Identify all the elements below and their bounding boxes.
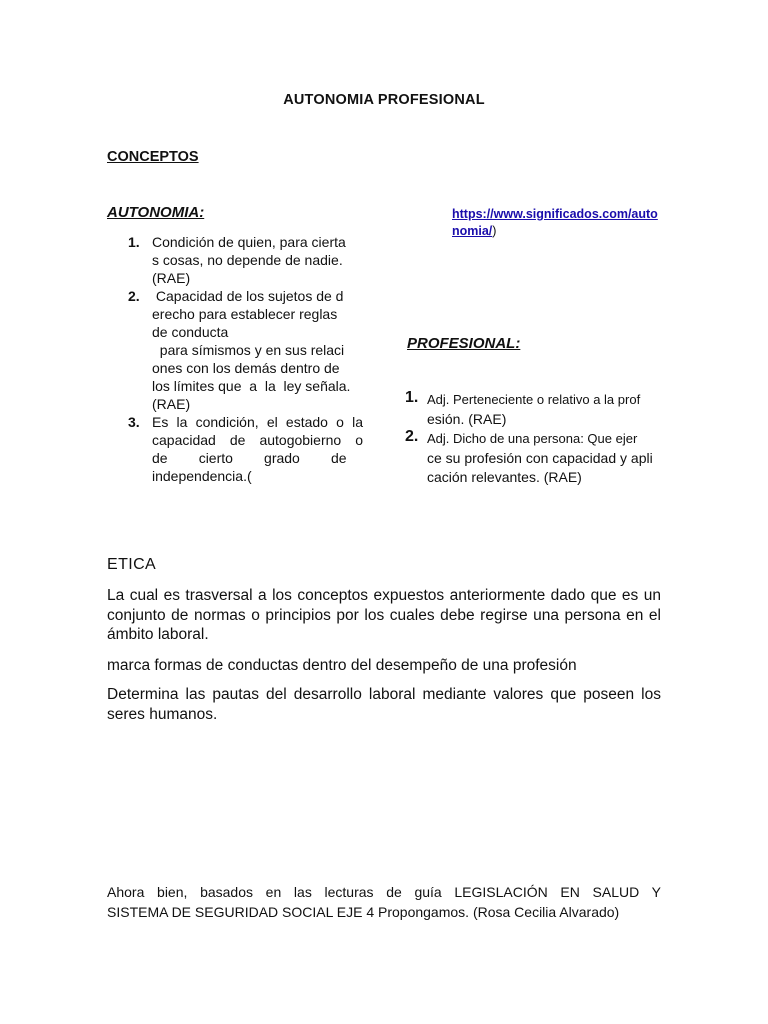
- list-line: capacidad de autogobierno o: [152, 432, 363, 448]
- list-line: independencia.(: [152, 468, 252, 484]
- list-line: s cosas, no depende de nadie.: [152, 252, 343, 268]
- list-number: 2.: [128, 288, 140, 304]
- etica-paragraph: Determina las pautas del desarrollo laboral mediante valores que poseen los seres humanos.: [107, 686, 661, 723]
- section-heading-conceptos: CONCEPTOS: [107, 149, 199, 165]
- etica-paragraph: marca formas de conductas dentro del desempeño de una profesión: [107, 657, 577, 674]
- heading-autonomia: AUTONOMIA:: [107, 204, 205, 221]
- list-line: Adj. Dicho de una persona: Que ejer: [427, 431, 638, 446]
- profesional-definition-list: [405, 390, 663, 488]
- autonomia-definition-list: [128, 233, 363, 485]
- list-line: ce su profesión con capacidad y apli: [427, 449, 653, 466]
- list-line: de conducta: [152, 324, 229, 340]
- list-number: 1.: [128, 234, 140, 250]
- closing-line: SISTEMA DE SEGURIDAD SOCIAL EJE 4 Propongamos. (Rosa Cecilia Alvarado): [107, 903, 620, 920]
- list-number: 1.: [405, 389, 419, 406]
- list-item: [405, 390, 663, 429]
- document-title: AUTONOMIA PROFESIONAL: [283, 92, 485, 108]
- list-item: [128, 233, 363, 287]
- list-item: [405, 429, 663, 488]
- etica-paragraph: La cual es trasversal a los conceptos expuestos anteriormente dado que es un conjunto de normas o principios por los cuales debe regirse una persona en el ámbito laboral.: [107, 587, 661, 643]
- list-line: para símismos y en sus relaci: [152, 342, 345, 358]
- list-line: Es la condición, el estado o la: [152, 414, 363, 430]
- reference-closing-paren: ): [492, 224, 497, 238]
- closing-paragraph: [107, 883, 661, 922]
- heading-profesional: PROFESIONAL:: [407, 335, 521, 352]
- list-line: los límites que a la ley señala.: [152, 378, 351, 394]
- list-line: de cierto grado de: [152, 450, 347, 466]
- list-number: 2.: [405, 428, 419, 445]
- reference-citation: [452, 206, 662, 240]
- list-line: (RAE): [152, 270, 191, 286]
- etica-title: ETICA: [107, 556, 157, 573]
- list-line: Condición de quien, para cierta: [152, 234, 346, 250]
- list-item: [128, 413, 363, 485]
- list-item: [128, 287, 363, 413]
- list-line: ones con los demás dentro de: [152, 360, 340, 376]
- closing-line: Ahora bien, basados en las lecturas de guía LEGISLACIÓN EN SALUD Y: [107, 884, 661, 900]
- reference-link[interactable]: https://www.significados.com/autonomia/: [452, 207, 658, 238]
- list-line: erecho para establecer reglas: [152, 306, 338, 322]
- list-line: Adj. Perteneciente o relativo a la prof: [427, 392, 641, 407]
- list-number: 3.: [128, 414, 140, 430]
- list-line: cación relevantes. (RAE): [427, 469, 582, 485]
- list-line: (RAE): [152, 396, 191, 412]
- list-line: esión. (RAE): [427, 410, 507, 427]
- list-line: Capacidad de los sujetos de d: [152, 288, 344, 304]
